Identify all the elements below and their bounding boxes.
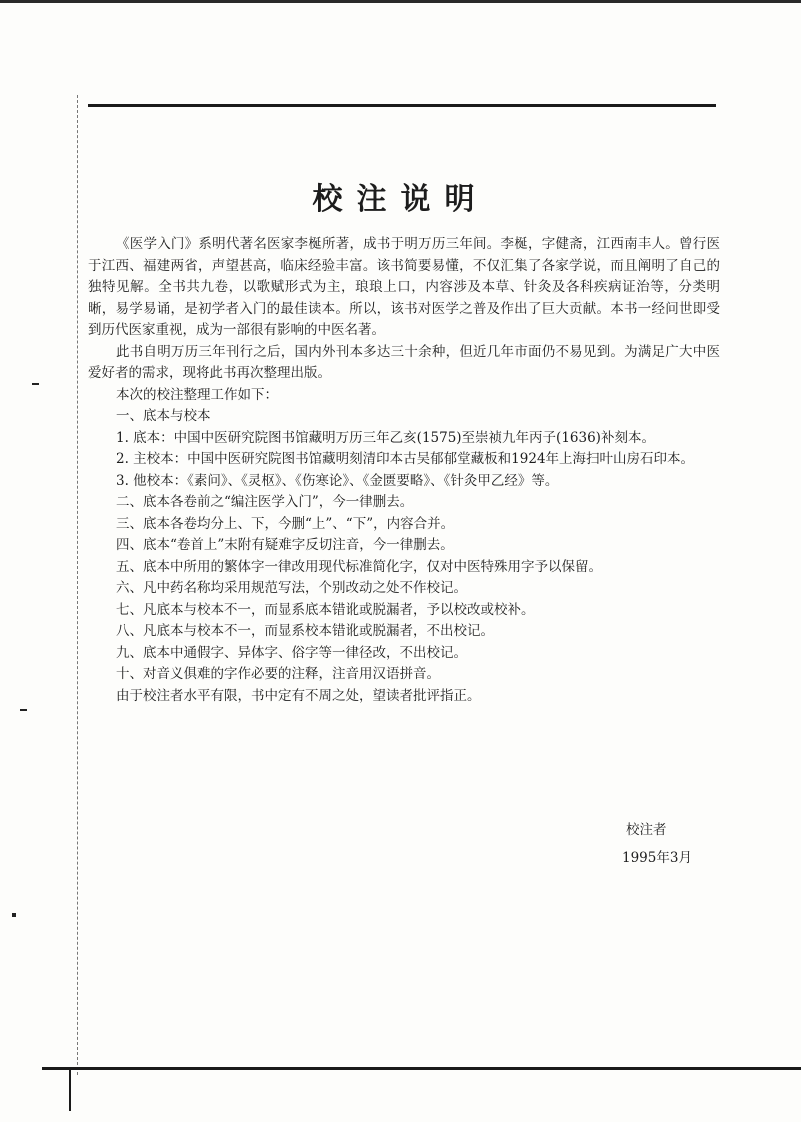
paragraph-intro-book: 《医学入门》系明代著名医家李梴所著，成书于明万历三年间。李梴，字健斋，江西南丰人。曾行医于江西、福建两省，声望甚高，临床经验丰富。该书简要易懂，不仅汇集了各家学说，而且阐明了自己的独特见解。全书共九卷，以歌赋形式为主，琅琅上口，内容涉及本草、针灸及各科疾病证治等，分类明晰，易学易诵，是初学者入门的最佳读本。所以，该书对医学之普及作出了巨大贡献。本书一经问世即受到历代医家重视，成为一部很有影响的中医名著。	[88, 236, 720, 338]
scan-speck	[12, 913, 16, 917]
paragraph-publication: 此书自明万历三年刊行之后，国内外刊本多达三十余种，但近几年市面仍不易见到。为满足广大中医爱好者的需求，现将此书再次整理出版。	[88, 343, 720, 381]
footer-margin-mark	[69, 1067, 71, 1111]
list-item-section-4: 四、底本“卷首上”末附有疑难字反切注音，今一律删去。	[116, 537, 454, 553]
list-item-section-9: 九、底本中通假字、异体字、俗字等一律径改，不出校记。	[116, 644, 467, 661]
signature-date: 1995年3月	[622, 850, 692, 866]
list-item-section-10: 十、对音义俱难的字作必要的注释，注音用汉语拼音。	[116, 666, 440, 682]
header-rule	[88, 104, 716, 107]
list-item-main-collation: 2. 主校本：中国中医研究院图书馆藏明刻清印本古吴郁郁堂藏板和1924年上海扫叶山房石印本。	[116, 451, 695, 467]
paragraph-work-intro: 本次的校注整理工作如下：	[116, 386, 278, 403]
scan-speck	[32, 383, 39, 385]
page-title: 校注说明	[312, 182, 489, 217]
list-item-other-collation: 3. 他校本：《素问》、《灵枢》、《伤寒论》、《金匮要略》、《针灸甲乙经》等。	[116, 472, 559, 489]
list-item-section-5: 五、底本中所用的繁体字一律改用现代标准简化字，仅对中医特殊用字予以保留。	[116, 558, 602, 575]
list-item-section-2: 二、底本各卷前之“编注医学入门”，今一律删去。	[116, 494, 414, 510]
document-body	[88, 234, 720, 707]
page-top-edge	[0, 0, 801, 3]
list-item-section-6: 六、凡中药名称均采用规范写法，个别改动之处不作校记。	[116, 580, 467, 596]
list-item-section-1: 一、底本与校本	[116, 408, 211, 424]
list-item-section-7: 七、凡底本与校本不一，而显系底本错讹或脱漏者，予以校改或校补。	[116, 601, 535, 618]
list-item-section-3: 三、底本各卷均分上、下，今删“上”、“下”，内容合并。	[116, 515, 455, 532]
list-item-section-8: 八、凡底本与校本不一，而显系校本错讹或脱漏者，不出校记。	[116, 623, 494, 639]
binding-margin-line	[77, 95, 79, 1075]
list-item-base-text: 1. 底本：中国中医研究院图书馆藏明万历三年乙亥(1575)至崇祯九年丙子(1636)补刻本。	[116, 429, 655, 446]
closing-statement: 由于校注者水平有限，书中定有不周之处，望读者批评指正。	[116, 687, 481, 704]
signer-label: 校注者	[626, 822, 667, 838]
scan-speck	[20, 709, 27, 711]
footer-rule	[42, 1067, 801, 1070]
